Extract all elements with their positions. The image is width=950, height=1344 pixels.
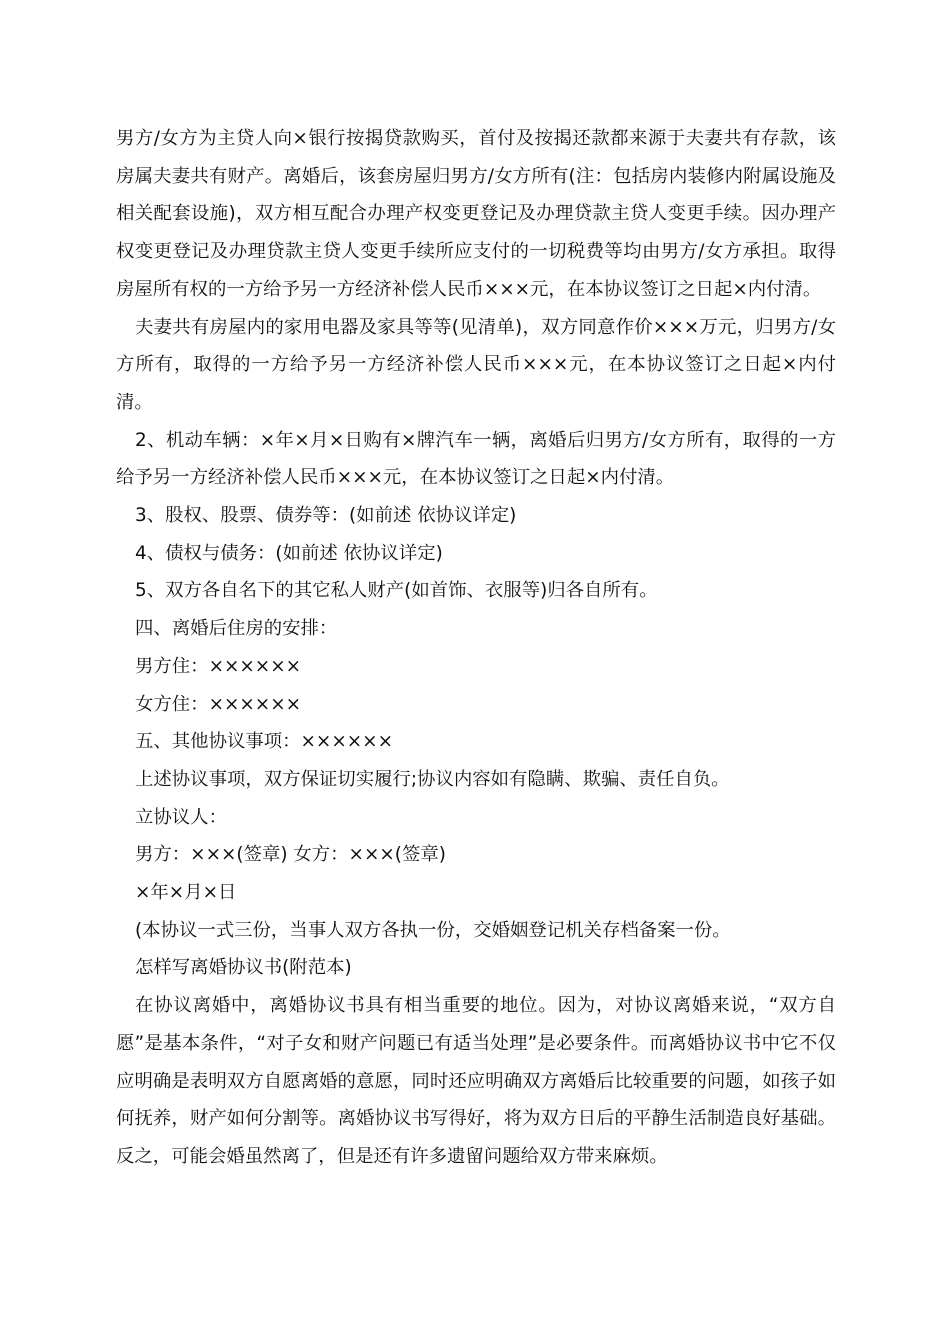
paragraph-how-to-write-body: 在协议离婚中，离婚协议书具有相当重要的地位。因为，对协议离婚来说，“双方自愿”是基本条件，“对子女和财产问题已有适当处理”是必要条件。而离婚协议书中它不仅应明确是表明双方自愿离婚的意愿，同时还应明确双方离婚后比较重要的问题，如孩子如何抚养，财产如何分割等。离婚协议书写得好，将为双方日后的平静生活制造良好基础。反之，可能会婚虽然离了，但是还有许多遗留问题给双方带来麻烦。 [116, 995, 836, 1167]
paragraph-private-property: 5、双方各自名下的其它私人财产(如首饰、衣服等)归各自所有。 [135, 580, 658, 602]
paragraph-date: ×年×月×日 [135, 882, 237, 904]
paragraph-male-residence: 男方住：×××××× [135, 655, 302, 677]
paragraph-household-appliances: 夫妻共有房屋内的家用电器及家具等等(见清单)，双方同意作价×××万元，归男方/女方所有，取得的一方给予另一方经济补偿人民币×××元，在本协议签订之日起×内付清。 [116, 316, 836, 413]
paragraph-stocks-bonds: 3、股权、股票、债券等：(如前述 依协议详定) [135, 505, 517, 527]
label-signatories: 立协议人： [135, 806, 227, 828]
paragraph-house-ownership: 男方/女方为主贷人向×银行按揭贷款购买，首付及按揭还款都来源于夫妻共有存款，该房属夫妻共有财产。离婚后，该套房屋归男方/女方所有(注：包括房内装修内附属设施及相关配套设施)，双方相互配合办理产权变更登记及办理贷款主贷人变更手续。因办理产权变更登记及办理贷款主贷人变更手续所应支付的一切税费等均由男方/女方承担。取得房屋所有权的一方给予另一方经济补偿人民币×××元，在本协议签订之日起×内付清。 [116, 128, 836, 300]
paragraph-copies-note: (本协议一式三份，当事人双方各执一份，交婚姻登记机关存档备案一份。 [135, 919, 731, 941]
heading-housing-arrangement: 四、离婚后住房的安排： [135, 618, 338, 640]
paragraph-female-residence: 女方住：×××××× [135, 693, 302, 715]
heading-how-to-write: 怎样写离婚协议书(附范本) [135, 957, 352, 979]
paragraph-motor-vehicle: 2、机动车辆：×年×月×日购有×牌汽车一辆，离婚后归男方/女方所有，取得的一方给予另一方经济补偿人民币×××元，在本协议签订之日起×内付清。 [116, 429, 836, 489]
heading-other-matters: 五、其他协议事项：×××××× [135, 731, 393, 753]
paragraph-signatures: 男方：×××(签章) 女方：×××(签章) [135, 844, 446, 866]
paragraph-debts: 4、债权与债务：(如前述 依协议详定) [135, 542, 443, 564]
paragraph-guarantee: 上述协议事项，双方保证切实履行;协议内容如有隐瞒、欺骗、责任自负。 [135, 768, 730, 790]
document-body [116, 120, 836, 1176]
